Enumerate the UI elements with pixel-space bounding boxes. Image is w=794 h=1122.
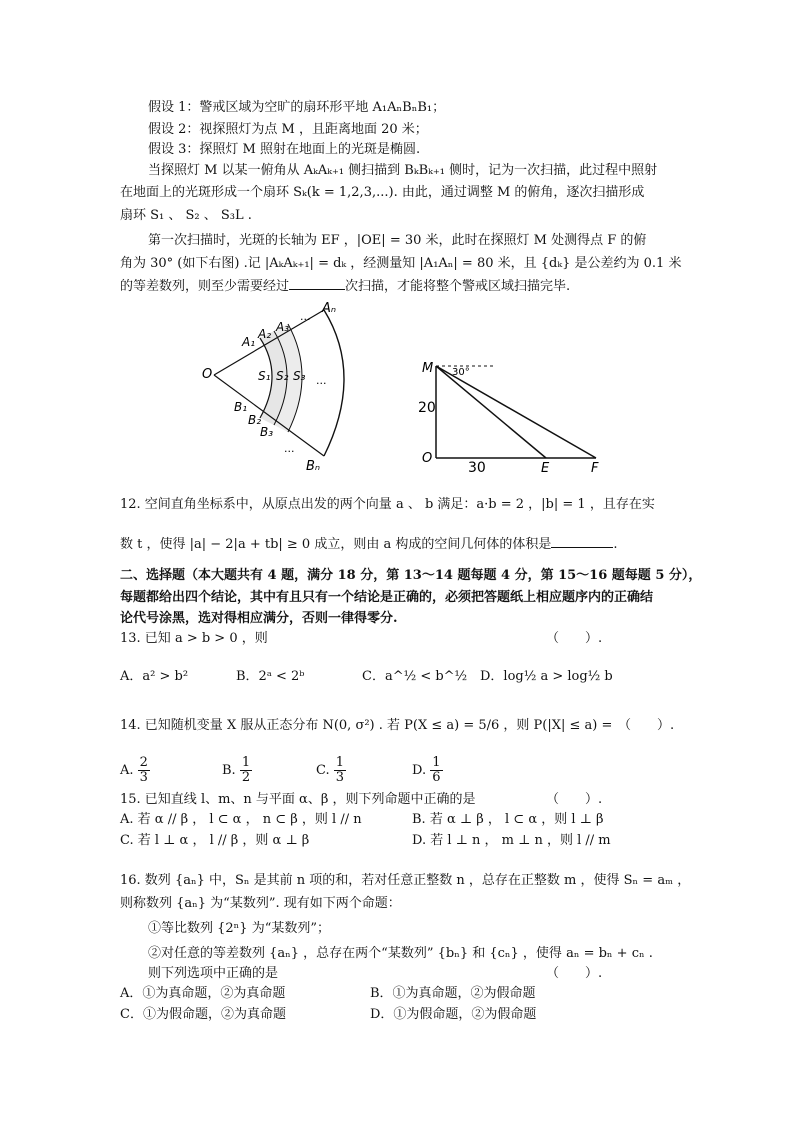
paragraph-line-4: 第一次扫描时，光斑的长轴为 EF ，|OE| = 30 米，此时在探照灯 M 处测得点 F 的俯 xyxy=(148,233,647,248)
q14-option-B-fraction xyxy=(240,756,252,785)
label-F: F xyxy=(591,461,599,476)
q13-option-A: A．a² > b² xyxy=(120,669,189,684)
q16-option-C: C．①为假命题，②为真命题 xyxy=(120,1007,286,1022)
q14-option-D xyxy=(412,756,443,785)
q14-option-D-fraction xyxy=(430,756,442,785)
q15-stem: 15. 已知直线 l、m、n 与平面 α、β ，则下列命题中正确的是 xyxy=(120,792,476,807)
q14-option-A-num: 2 xyxy=(139,755,148,770)
q14-stem: 14. 已知随机变量 X 服从正态分布 N(0, σ²) . 若 P(X ≤ a) = 5/6 ，则 P(|X| ≤ a) = xyxy=(120,718,613,733)
q14-option-A-letter: A. xyxy=(120,763,134,778)
line-MF xyxy=(436,366,596,458)
label-S1: S₁ xyxy=(258,369,271,383)
paragraph-line-1: 当探照灯 M 以某一俯角从 AₖAₖ₊₁ 侧扫描到 BₖBₖ₊₁ 侧时，记为一次扫描，此过程中照射 xyxy=(148,163,658,178)
q16-line-2: 则称数列 {aₙ} 为“某数列”. 现有如下两个命题： xyxy=(120,896,401,911)
label-Bn: Bₙ xyxy=(306,459,321,474)
paragraph-line-6 xyxy=(120,277,570,296)
q12-line-2-b: . xyxy=(613,537,618,552)
assumption-3: 假设 3：探照灯 M 照射在地面上的光斑是椭圆. xyxy=(148,142,421,157)
q16-statement-1: ①等比数列 {2ⁿ} 为“某数列”； xyxy=(148,921,330,936)
q14-answer-paren: （ ）. xyxy=(618,718,675,733)
q14-option-A xyxy=(120,756,150,785)
answer-blank-11 xyxy=(289,277,345,290)
q15-option-A: A. 若 α // β ， l ⊂ α ， n ⊂ β ，则 l // n xyxy=(120,812,362,827)
label-O: O xyxy=(202,367,213,382)
q15-option-D: D. 若 l ⊥ n ， m ⊥ n ，则 l // m xyxy=(412,833,611,848)
q14-option-C xyxy=(316,756,346,785)
outer-arc xyxy=(324,310,344,456)
q13-option-B: B．2ᵃ < 2ᵇ xyxy=(236,669,305,684)
bottom-radius xyxy=(214,375,324,456)
q16-option-B: B．①为真命题，②为假命题 xyxy=(370,986,536,1001)
label-top-dots: ... xyxy=(300,310,311,323)
q14-option-B-letter: B. xyxy=(222,763,236,778)
q14-option-B-den: 2 xyxy=(241,770,251,785)
label-A1: A₁ xyxy=(242,335,256,349)
label-B2: B₂ xyxy=(248,413,262,427)
label-M: M xyxy=(422,361,434,376)
q14-option-C-num: 1 xyxy=(335,755,345,770)
q14-option-A-fraction xyxy=(138,756,150,785)
q13-option-D: D．log½ a > log½ b xyxy=(480,669,613,684)
label-base: 30 xyxy=(468,460,486,476)
section2-line-3: 论代号涂黑，选对得相应满分，否则一律得零分. xyxy=(120,611,398,626)
label-O-right: O xyxy=(422,451,433,466)
answer-blank-12 xyxy=(551,535,613,548)
q16-line-1: 16. 数列 {aₙ} 中，Sₙ 是其前 n 项的和，若对任意正整数 n ，总存在正整数 m ，使得 Sₙ = aₘ ， xyxy=(120,873,691,888)
q16-answer-paren: （ ）. xyxy=(546,966,603,981)
q13-option-C: C．a^½ < b^½ xyxy=(362,669,468,684)
label-height: 20 xyxy=(418,400,436,416)
section2-line-1: 二、选择题（本大题共有 4 题，满分 18 分，第 13～14 题每题 4 分，第 15～16 题每题 5 分）， xyxy=(120,568,702,583)
assumption-2: 假设 2：视探照灯为点 M ，且距离地面 20 米； xyxy=(148,122,428,137)
label-S3: S₃ xyxy=(293,369,306,383)
label-bottom-dots: ... xyxy=(284,442,295,455)
searchlight-figure xyxy=(412,352,612,476)
q12-line-1: 12. 空间直角坐标系中，从原点出发的两个向量 a 、 b 满足：a·b = 2 ，|b| = 1 ，且存在实 xyxy=(120,497,655,512)
paragraph-line-3: 扇环 S₁ 、 S₂ 、 S₃L . xyxy=(120,208,252,223)
paragraph-line-2: 在地面上的光斑形成一个扇环 Sₖ(k = 1,2,3,...). 由此，通过调整 M 的俯角，逐次扫描形成 xyxy=(120,185,645,200)
q15-option-C: C. 若 l ⊥ α ， l // β ，则 α ⊥ β xyxy=(120,833,310,848)
q13-stem: 13. 已知 a > b > 0 ，则 xyxy=(120,631,268,646)
paragraph-line-5: 角为 30° (如下右图) .记 |AₖAₖ₊₁| = dₖ ，经测量知 |A₁Aₙ| = 80 米，且 {dₖ} 是公差约为 0.1 米 xyxy=(120,256,682,271)
label-mid-dots: ... xyxy=(316,374,327,387)
q13-answer-paren: （ ）. xyxy=(546,631,603,646)
q12-line-2 xyxy=(120,535,618,554)
label-angle: 30° xyxy=(452,367,470,378)
q16-statement-2: ②对任意的等差数列 {aₙ} ，总存在两个“某数列” {bₙ} 和 {cₙ} ，使得 aₙ = bₙ + cₙ . xyxy=(148,946,653,961)
q15-option-B: B. 若 α ⊥ β ， l ⊂ α ，则 l ⊥ β xyxy=(412,812,604,827)
q12-line-2-a: 数 t ，使得 |a| − 2|a + tb| ≥ 0 成立，则由 a 构成的空间几何体的体积是 xyxy=(120,537,552,552)
label-E: E xyxy=(541,461,550,476)
q14-option-B xyxy=(222,756,252,785)
q16-prompt: 则下列选项中正确的是 xyxy=(148,966,279,981)
paragraph-line-6-b: 次扫描，才能将整个警戒区域扫描完毕. xyxy=(345,279,571,294)
q14-option-C-letter: C. xyxy=(316,763,330,778)
assumption-1: 假设 1：警戒区域为空旷的扇环形平地 A₁AₙBₙB₁； xyxy=(148,100,446,115)
label-B1: B₁ xyxy=(234,400,248,414)
q14-option-B-num: 1 xyxy=(241,755,251,770)
q14-option-D-den: 6 xyxy=(432,770,441,785)
label-A2: A₂ xyxy=(258,327,272,341)
q16-option-A: A．①为真命题，②为真命题 xyxy=(120,986,286,1001)
q14-option-D-letter: D. xyxy=(412,763,427,778)
section2-line-2: 每题都给出四个结论，其中有且只有一个结论是正确的，必须把答题纸上相应题序内的正确结 xyxy=(120,590,654,605)
q14-option-A-den: 3 xyxy=(139,770,148,785)
q16-option-D: D．①为假命题，②为假命题 xyxy=(370,1007,537,1022)
label-A3: A₃ xyxy=(276,320,290,334)
annular-sector-figure xyxy=(196,298,366,478)
q15-answer-paren: （ ）. xyxy=(546,792,603,807)
label-An: Aₙ xyxy=(322,301,337,316)
q14-option-C-fraction xyxy=(334,756,346,785)
label-S2: S₂ xyxy=(276,369,289,383)
label-B3: B₃ xyxy=(260,425,274,439)
paragraph-line-6-a: 的等差数列，则至少需要经过 xyxy=(120,279,290,294)
q14-option-C-den: 3 xyxy=(335,770,345,785)
line-ME xyxy=(436,366,546,458)
q14-option-D-num: 1 xyxy=(432,755,441,770)
